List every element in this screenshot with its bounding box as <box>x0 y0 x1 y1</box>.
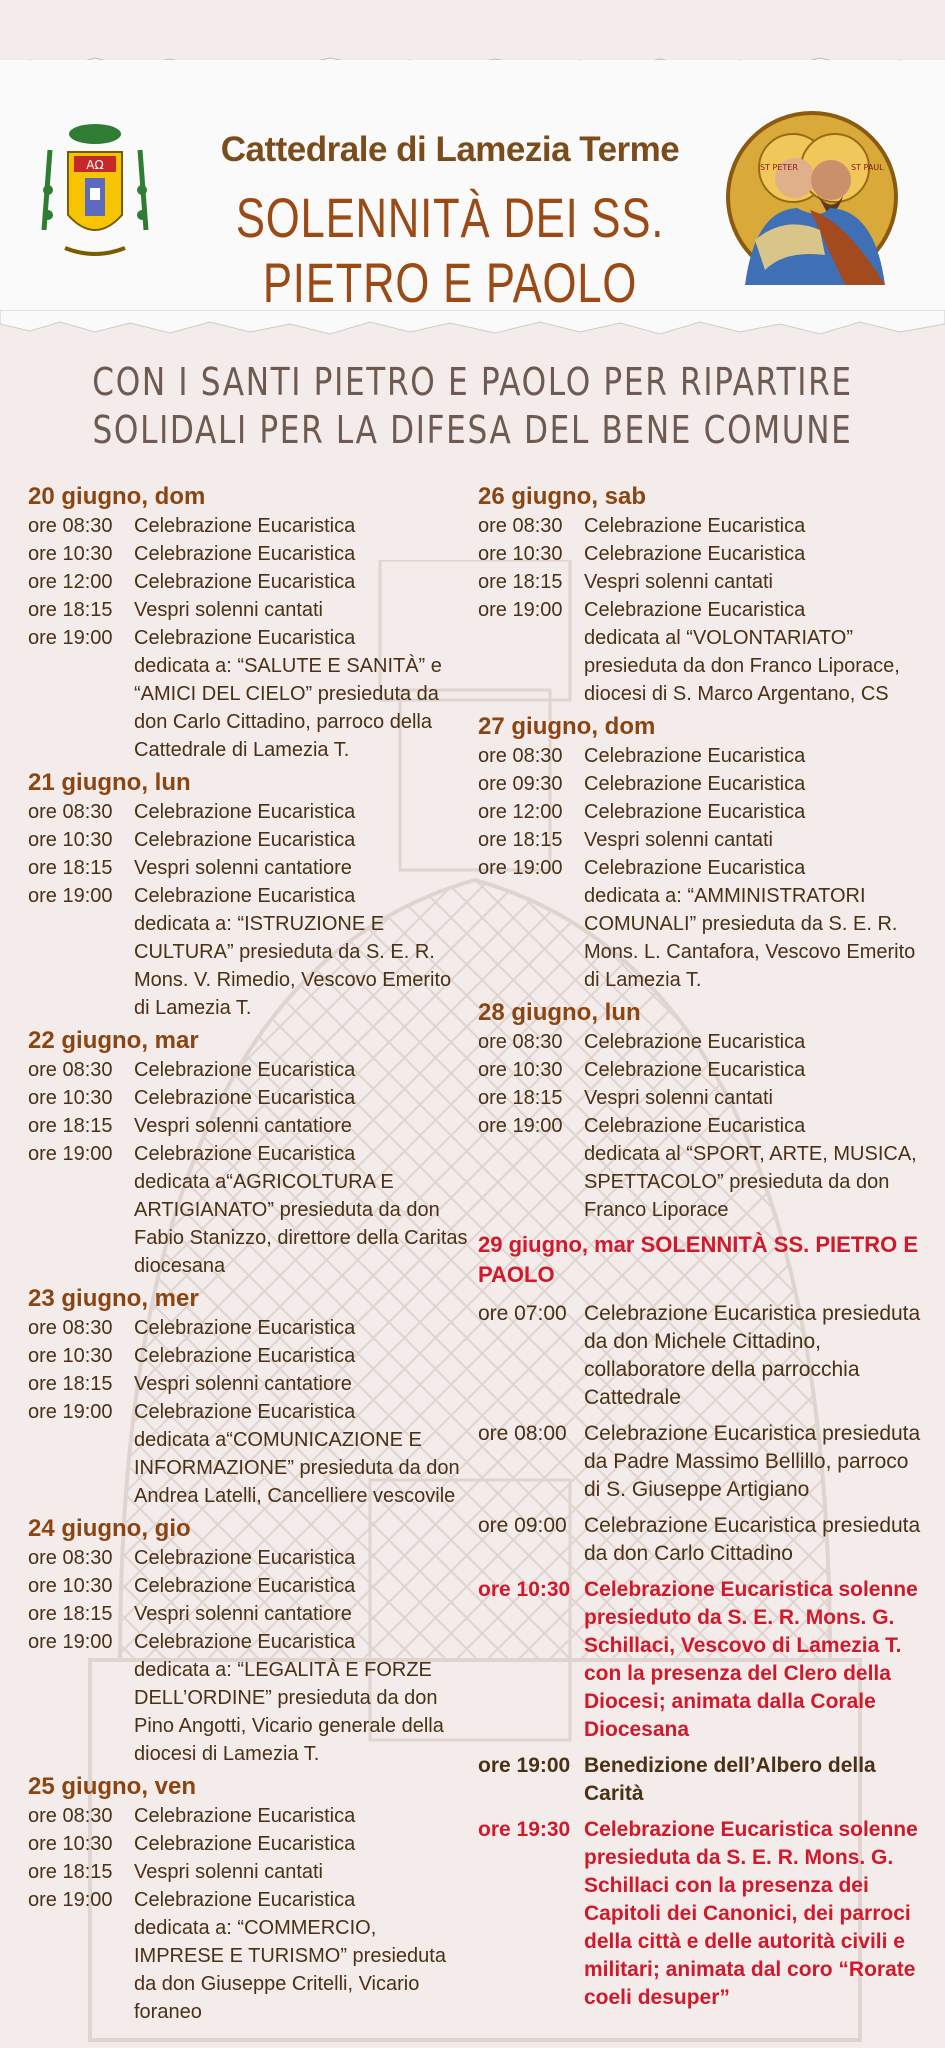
day-block <box>28 1772 468 2026</box>
event: Vespri solenni cantatiore <box>134 1115 352 1137</box>
event: Vespri solenni cantatiore <box>134 1373 352 1395</box>
schedule-row <box>478 1420 923 1504</box>
time: ore 10:30 <box>28 543 113 565</box>
event: Celebrazione Eucaristica presieduta da don Michele Cittadino, collaboratore della parrocchia Cattedrale <box>584 1302 921 1409</box>
time: ore 08:30 <box>478 1031 563 1053</box>
schedule-row <box>478 596 923 624</box>
schedule-row <box>478 1512 923 1568</box>
schedule-row <box>28 1112 468 1140</box>
time: ore 18:15 <box>28 599 113 621</box>
event: Celebrazione Eucaristica <box>134 1087 356 1109</box>
event: Celebrazione Eucaristica <box>134 1889 356 1911</box>
schedule-left-column <box>28 482 468 2030</box>
time: ore 18:15 <box>478 571 563 593</box>
schedule-row <box>28 1886 468 1914</box>
schedule-row <box>28 798 468 826</box>
schedule-row <box>28 1830 468 1858</box>
time: ore 19:00 <box>478 1754 571 1777</box>
event: Celebrazione Eucaristica <box>134 1143 356 1165</box>
time: ore 08:30 <box>478 745 563 767</box>
time: ore 08:30 <box>28 1059 113 1081</box>
event: Vespri solenni cantati <box>584 571 774 593</box>
event: Celebrazione Eucaristica <box>134 571 356 593</box>
schedule-row <box>478 854 923 882</box>
event: Celebrazione Eucaristica <box>584 1059 806 1081</box>
event: Celebrazione Eucaristica <box>584 599 806 621</box>
time: ore 19:30 <box>478 1818 571 1841</box>
time: ore 10:30 <box>478 1059 563 1081</box>
time: ore 19:00 <box>28 1889 113 1911</box>
time: ore 19:00 <box>28 1143 113 1165</box>
event: Celebrazione Eucaristica <box>134 829 356 851</box>
time: ore 18:15 <box>28 1373 113 1395</box>
schedule-row <box>28 1056 468 1084</box>
day-block <box>478 482 923 708</box>
event: Celebrazione Eucaristica presieduta da don Carlo Cittadino <box>584 1514 921 1565</box>
day-title: 22 giugno, mar <box>28 1027 199 1054</box>
schedule-row <box>478 1300 923 1412</box>
time: ore 19:00 <box>28 885 113 907</box>
event: Vespri solenni cantatiore <box>134 1603 352 1625</box>
time: ore 19:00 <box>28 1401 113 1423</box>
cathedral-title: Cattedrale di Lamezia Terme <box>220 130 680 169</box>
schedule-row <box>478 1112 923 1140</box>
event: Celebrazione Eucaristica <box>584 515 806 537</box>
event: Celebrazione Eucaristica presieduta da Padre Massimo Bellillo, parroco di S. Giuseppe Artigiano <box>584 1422 921 1501</box>
day-title: 21 giugno, lun <box>28 769 191 796</box>
dedication-note: dedicata a: “AMMINISTRATORI COMUNALI” presieduta da S. E. R. Mons. L. Cantafora, Vescovo Emerito di Lamezia T. <box>584 885 916 991</box>
schedule-row <box>478 1028 923 1056</box>
time: ore 10:30 <box>478 543 563 565</box>
event: Celebrazione Eucaristica <box>584 1031 806 1053</box>
svg-text:ST PETER: ST PETER <box>760 163 798 172</box>
event: Celebrazione Eucaristica <box>134 1575 356 1597</box>
event: Vespri solenni cantati <box>134 1861 324 1883</box>
event: Celebrazione Eucaristica solenne presieduto da S. E. R. Mons. G. Schillaci, Vescovo di Lamezia T. con la presenza del Clero della Diocesi; animata dalla Corale Diocesana <box>584 1578 918 1741</box>
schedule-row <box>478 540 923 568</box>
schedule-row <box>28 568 468 596</box>
event: Celebrazione Eucaristica <box>134 1401 356 1423</box>
schedule-row <box>478 798 923 826</box>
event: Celebrazione Eucaristica <box>134 1547 356 1569</box>
event: Celebrazione Eucaristica <box>134 1345 356 1367</box>
dedication-note: dedicata a: “COMMERCIO, IMPRESE E TURISMO” presieduta da don Giuseppe Critelli, Vicario foraneo <box>134 1917 446 2023</box>
day-block <box>478 998 923 1224</box>
event: Celebrazione Eucaristica <box>134 1805 356 1827</box>
schedule-row <box>28 512 468 540</box>
time: ore 08:30 <box>478 515 563 537</box>
schedule-row-highlighted <box>478 1816 923 2012</box>
motto-line-2: SOLIDALI PER LA DIFESA DEL BENE COMUNE <box>92 408 853 452</box>
dedication-note: dedicata al “SPORT, ARTE, MUSICA, SPETTACOLO” presieduta da don Franco Liporace <box>584 1143 917 1221</box>
schedule-row <box>28 1544 468 1572</box>
event: Vespri solenni cantati <box>134 599 324 621</box>
day-title: 26 giugno, sab <box>478 483 647 510</box>
time: ore 08:30 <box>28 1317 113 1339</box>
dedication-note: dedicata a: “SALUTE E SANITÀ” e “AMICI DEL CIELO” presieduta da don Carlo Cittadino, parroco della Cattedrale di Lamezia T. <box>134 655 442 761</box>
schedule-row <box>28 1572 468 1600</box>
event: Vespri solenni cantati <box>584 829 774 851</box>
event: Celebrazione Eucaristica <box>134 1833 356 1855</box>
time: ore 19:00 <box>28 627 113 649</box>
day-title: 28 giugno, lun <box>478 999 641 1026</box>
event: Celebrazione Eucaristica solenne presieduta da S. E. R. Mons. G. Schillaci con la presenza dei Capitoli dei Canonici, dei parroci della città e delle autorità civili e militari; animata dal coro “Rorate coeli desuper” <box>584 1818 918 2009</box>
time: ore 19:00 <box>28 1631 113 1653</box>
schedule-row <box>28 1314 468 1342</box>
schedule-row <box>478 742 923 770</box>
day-block <box>28 1284 468 1510</box>
schedule-row <box>28 1858 468 1886</box>
event: Celebrazione Eucaristica <box>134 1317 356 1339</box>
event: Celebrazione Eucaristica <box>134 1059 356 1081</box>
time: ore 18:15 <box>28 1861 113 1883</box>
dedication-note: dedicata al “VOLONTARIATO” presieduta da don Franco Liporace, diocesi di S. Marco Argentano, CS <box>584 627 900 705</box>
schedule-row <box>28 1802 468 1830</box>
time: ore 09:00 <box>478 1514 567 1537</box>
time: ore 08:30 <box>28 515 113 537</box>
event: Celebrazione Eucaristica <box>134 515 356 537</box>
event: Celebrazione Eucaristica <box>134 543 356 565</box>
day-title: 25 giugno, ven <box>28 1773 197 1800</box>
event: Vespri solenni cantatiore <box>134 857 352 879</box>
schedule-row <box>478 512 923 540</box>
time: ore 18:15 <box>28 857 113 879</box>
schedule-row <box>478 568 923 596</box>
solemnity-title: SOLENNITÀ DEI SS. PIETRO E PAOLO <box>235 186 665 314</box>
schedule-row <box>478 826 923 854</box>
diocese-coat-of-arms-icon <box>40 120 150 270</box>
time: ore 10:30 <box>28 1575 113 1597</box>
time: ore 18:15 <box>478 829 563 851</box>
header <box>0 0 945 330</box>
event: Celebrazione Eucaristica <box>584 745 806 767</box>
time: ore 08:30 <box>28 801 113 823</box>
time: ore 19:00 <box>478 599 563 621</box>
time: ore 18:15 <box>478 1087 563 1109</box>
solemnity-day-block <box>478 1230 923 2012</box>
time: ore 10:30 <box>28 1833 113 1855</box>
time: ore 18:15 <box>28 1603 113 1625</box>
schedule-row <box>28 1600 468 1628</box>
day-block <box>28 482 468 764</box>
schedule-row <box>28 1342 468 1370</box>
time: ore 10:30 <box>28 829 113 851</box>
dedication-note: dedicata a: “ISTRUZIONE E CULTURA” presieduta da S. E. R. Mons. V. Rimedio, Vescovo Emerito di Lamezia T. <box>134 913 452 1019</box>
event: Celebrazione Eucaristica <box>134 1631 356 1653</box>
schedule-right-column <box>478 482 923 2020</box>
time: ore 18:15 <box>28 1115 113 1137</box>
schedule-row <box>28 596 468 624</box>
day-title: 24 giugno, gio <box>28 1515 191 1542</box>
dedication-note: dedicata a: “LEGALITÀ E FORZE DELL’ORDINE” presieduta da don Pino Angotti, Vicario generale della diocesi di Lamezia T. <box>134 1659 444 1765</box>
day-block <box>28 768 468 1022</box>
time: ore 12:00 <box>28 571 113 593</box>
event: Celebrazione Eucaristica <box>584 1115 806 1137</box>
time: ore 12:00 <box>478 801 563 823</box>
event: Vespri solenni cantati <box>584 1087 774 1109</box>
time: ore 08:00 <box>478 1422 567 1445</box>
day-block <box>28 1026 468 1280</box>
event: Celebrazione Eucaristica <box>584 857 806 879</box>
dedication-note: dedicata a“AGRICOLTURA E ARTIGIANATO” presieduta da don Fabio Stanizzo, direttore della Caritas diocesana <box>134 1171 468 1277</box>
day-block <box>478 712 923 994</box>
event: Benedizione dell’Albero della Carità <box>584 1754 876 1805</box>
time: ore 08:30 <box>28 1547 113 1569</box>
schedule-row <box>28 1084 468 1112</box>
schedule-row-highlighted <box>478 1576 923 1744</box>
schedule-row <box>478 1752 923 1808</box>
event: Celebrazione Eucaristica <box>134 801 356 823</box>
schedule-row <box>28 882 468 910</box>
schedule-row <box>28 1628 468 1656</box>
time: ore 09:30 <box>478 773 563 795</box>
schedule-row <box>478 1084 923 1112</box>
time: ore 19:00 <box>478 857 563 879</box>
day-title: 20 giugno, dom <box>28 483 206 510</box>
day-block <box>28 1514 468 1768</box>
time: ore 10:30 <box>28 1087 113 1109</box>
schedule-row <box>28 540 468 568</box>
schedule-row <box>28 1370 468 1398</box>
event: Celebrazione Eucaristica <box>584 543 806 565</box>
day-title: 27 giugno, dom <box>478 713 656 740</box>
event: Celebrazione Eucaristica <box>584 801 806 823</box>
day-title: 23 giugno, mer <box>28 1285 199 1312</box>
motto-line-1: CON I SANTI PIETRO E PAOLO PER RIPARTIRE <box>92 360 853 404</box>
schedule-row <box>28 854 468 882</box>
event: Celebrazione Eucaristica <box>134 885 356 907</box>
event: Celebrazione Eucaristica <box>584 773 806 795</box>
time: ore 08:30 <box>28 1805 113 1827</box>
saints-peter-paul-icon <box>725 110 900 285</box>
time: ore 19:00 <box>478 1115 563 1137</box>
schedule-row <box>478 1056 923 1084</box>
dedication-note: dedicata a“COMUNICAZIONE E INFORMAZIONE” presieduta da don Andrea Latelli, Cancelliere vescovile <box>134 1429 460 1507</box>
time: ore 07:00 <box>478 1302 567 1325</box>
solemnity-day-title: 29 giugno, mar SOLENNITÀ SS. PIETRO E PAOLO <box>478 1232 919 1287</box>
schedule-row <box>28 624 468 652</box>
event: Celebrazione Eucaristica <box>134 627 356 649</box>
schedule-row <box>478 770 923 798</box>
time: ore 10:30 <box>478 1578 571 1601</box>
time: ore 10:30 <box>28 1345 113 1367</box>
schedule-row <box>28 1398 468 1426</box>
svg-text:AΩ: AΩ <box>86 158 104 172</box>
schedule-row <box>28 826 468 854</box>
schedule-row <box>28 1140 468 1168</box>
svg-text:ST PAUL: ST PAUL <box>851 163 884 172</box>
